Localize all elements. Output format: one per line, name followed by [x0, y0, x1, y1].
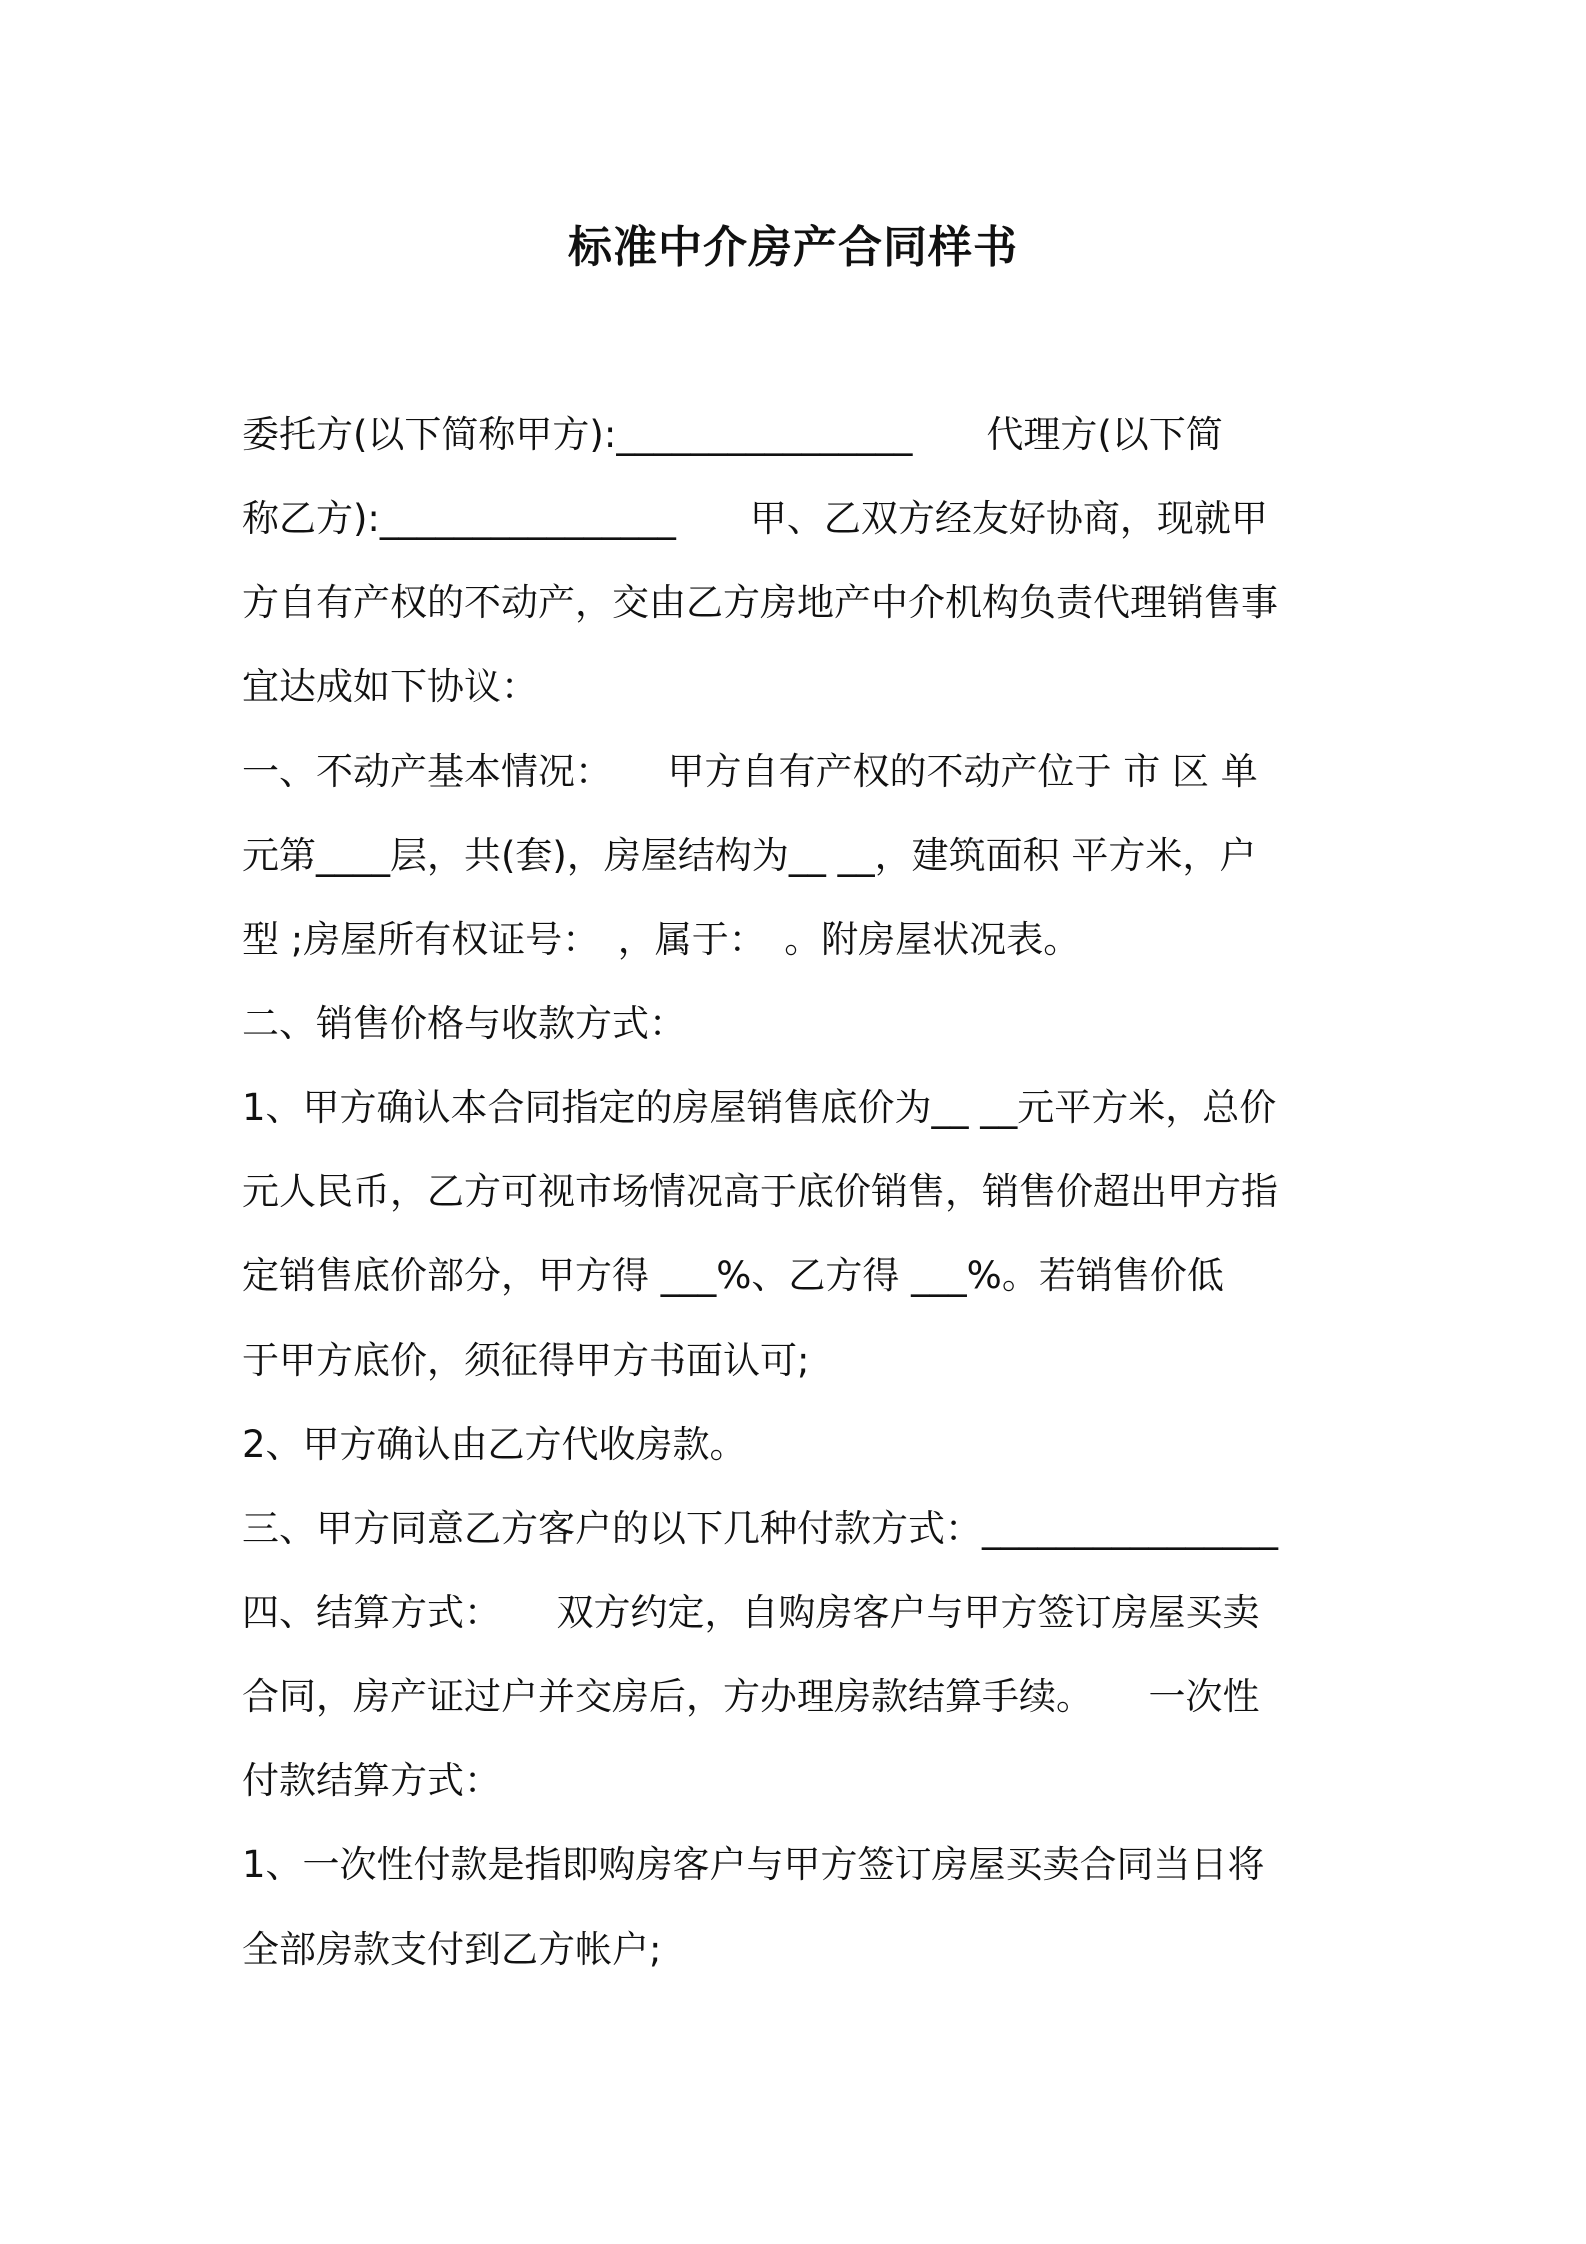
body-line: 方自有产权的不动产，交由乙方房地产中介机构负责代理销售事 [242, 581, 1278, 624]
body-line: 宜达成如下协议： [242, 665, 538, 708]
body-line: 付款结算方式： [242, 1759, 501, 1802]
body-line: 称乙方):________________ 甲、乙双方经友好协商，现就甲 [242, 497, 1268, 540]
body-line: 全部房款支付到乙方帐户; [242, 1928, 662, 1971]
body-line: 委托方(以下简称甲方):________________ 代理方(以下简 [242, 413, 1223, 456]
body-line: 型 ;房屋所有权证号： ，属于： 。附房屋状况表。 [242, 918, 1081, 961]
body-line: 1、一次性付款是指即购房客户与甲方签订房屋买卖合同当日将 [242, 1843, 1265, 1886]
body-line: 二、销售价格与收款方式： [242, 1002, 686, 1045]
body-line: 四、结算方式： 双方约定，自购房客户与甲方签订房屋买卖 [242, 1591, 1260, 1634]
body-line: 定销售底价部分，甲方得 ___%、乙方得 ___%。若销售价低 [242, 1254, 1224, 1297]
body-line: 三、甲方同意乙方客户的以下几种付款方式：________________ [242, 1507, 1278, 1550]
body-line: 2、甲方确认由乙方代收房款。 [242, 1423, 747, 1466]
body-line: 一、不动产基本情况： 甲方自有产权的不动产位于 市 区 单 [242, 750, 1258, 793]
body-line: 元人民币，乙方可视市场情况高于底价销售，销售价超出甲方指 [242, 1170, 1278, 1213]
body-line: 元第____层，共(套)，房屋结构为__ __，建筑面积 平方米，户 [242, 834, 1257, 877]
body-line: 于甲方底价，须征得甲方书面认可; [242, 1339, 810, 1382]
body-line: 合同，房产证过户并交房后，方办理房款结算手续。 一次性 [242, 1675, 1260, 1718]
document-title: 标准中介房产合同样书 [568, 222, 1018, 273]
body-line: 1、甲方确认本合同指定的房屋销售底价为__ __元平方米，总价 [242, 1086, 1277, 1129]
